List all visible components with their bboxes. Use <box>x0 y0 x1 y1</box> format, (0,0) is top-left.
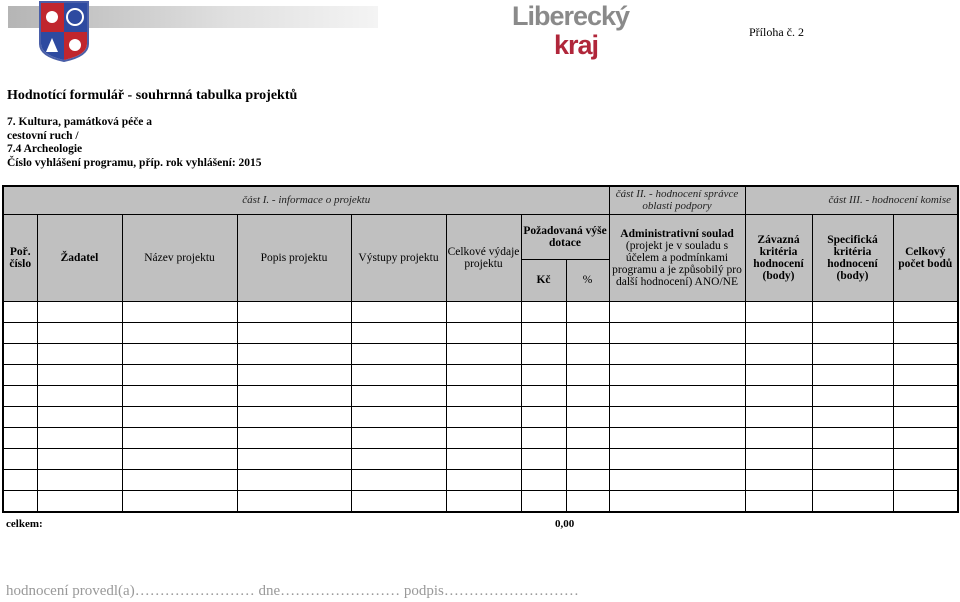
col-zavazna: Závazná kritéria hodnocení (body) <box>745 214 812 301</box>
table-cell[interactable] <box>37 469 122 490</box>
table-cell[interactable] <box>521 448 566 469</box>
table-cell[interactable] <box>609 406 745 427</box>
table-cell[interactable] <box>37 385 122 406</box>
admin-desc: (projekt je v souladu s účelem a podmínkami programu a je způsobilý pro další hodnocení) ANO/NE <box>612 239 742 288</box>
info-line: Číslo vyhlášení programu, příp. rok vyhlášení: 2015 <box>7 156 262 169</box>
table-cell[interactable] <box>893 301 958 322</box>
table-cell[interactable] <box>745 448 812 469</box>
table-cell[interactable] <box>446 427 521 448</box>
table-cell[interactable] <box>446 385 521 406</box>
table-cell[interactable] <box>609 301 745 322</box>
table-row <box>3 469 958 490</box>
table-cell[interactable] <box>446 343 521 364</box>
table-cell[interactable] <box>37 364 122 385</box>
signature-line: hodnocení provedl(a)…………………… dne…………………… podpis……………………… <box>6 583 579 599</box>
table-cell[interactable] <box>812 406 893 427</box>
col-zadatel: Žadatel <box>37 214 122 301</box>
table-row <box>3 490 958 512</box>
table-cell[interactable] <box>446 406 521 427</box>
table-cell[interactable] <box>566 427 609 448</box>
table-cell[interactable] <box>122 343 237 364</box>
col-nazev: Název projektu <box>122 214 237 301</box>
admin-title: Administrativní soulad <box>620 227 734 240</box>
table-cell[interactable] <box>521 322 566 343</box>
table-cell[interactable] <box>893 364 958 385</box>
program-info <box>7 116 262 170</box>
table-cell[interactable] <box>745 343 812 364</box>
table-cell[interactable] <box>609 385 745 406</box>
logo-line2: kraj <box>554 30 599 60</box>
table-cell[interactable] <box>351 448 446 469</box>
section-2-header: část II. - hodnocení správce oblasti podpory <box>609 186 745 214</box>
table-cell[interactable] <box>446 322 521 343</box>
table-cell[interactable] <box>351 490 446 512</box>
table-cell[interactable] <box>237 406 351 427</box>
liberecky-kraj-logo <box>512 1 630 60</box>
table-cell[interactable] <box>122 448 237 469</box>
projects-table <box>2 185 959 513</box>
col-vystupy: Výstupy projektu <box>351 214 446 301</box>
table-cell[interactable] <box>812 343 893 364</box>
col-admin <box>609 214 745 301</box>
table-cell[interactable] <box>566 469 609 490</box>
table-cell[interactable] <box>3 490 37 512</box>
col-por: Poř. číslo <box>3 214 37 301</box>
table-row <box>3 322 958 343</box>
table-cell[interactable] <box>446 469 521 490</box>
logo-line1: Liberecký <box>512 1 630 31</box>
table-cell[interactable] <box>237 301 351 322</box>
table-cell[interactable] <box>521 469 566 490</box>
info-line: 7.4 Archeologie <box>7 143 83 155</box>
table-cell[interactable] <box>122 427 237 448</box>
table-cell[interactable] <box>566 301 609 322</box>
info-line: 7. Kultura, památková péče a <box>7 116 153 128</box>
table-cell[interactable] <box>237 364 351 385</box>
table-row <box>3 364 958 385</box>
table-cell[interactable] <box>812 322 893 343</box>
table-cell[interactable] <box>566 448 609 469</box>
table-cell[interactable] <box>351 364 446 385</box>
col-celkove: Celkové výdaje projektu <box>446 214 521 301</box>
table-cell[interactable] <box>446 490 521 512</box>
table-cell[interactable] <box>521 490 566 512</box>
table-cell[interactable] <box>521 406 566 427</box>
table-row <box>3 406 958 427</box>
table-cell[interactable] <box>893 343 958 364</box>
table-cell[interactable] <box>893 385 958 406</box>
table-cell[interactable] <box>122 364 237 385</box>
table-cell[interactable] <box>745 385 812 406</box>
table-cell[interactable] <box>812 469 893 490</box>
table-cell[interactable] <box>37 448 122 469</box>
table-cell[interactable] <box>237 427 351 448</box>
table-cell[interactable] <box>122 406 237 427</box>
table-cell[interactable] <box>37 427 122 448</box>
table-cell[interactable] <box>745 427 812 448</box>
table-cell[interactable] <box>122 490 237 512</box>
table-cell[interactable] <box>812 385 893 406</box>
table-cell[interactable] <box>237 322 351 343</box>
section-3-header: část III. - hodnocení komise <box>745 186 958 214</box>
table-cell[interactable] <box>521 427 566 448</box>
table-cell[interactable] <box>893 322 958 343</box>
table-cell[interactable] <box>351 301 446 322</box>
table-cell[interactable] <box>237 385 351 406</box>
table-cell[interactable] <box>3 301 37 322</box>
info-line: cestovní ruch / <box>7 129 79 142</box>
table-cell[interactable] <box>3 385 37 406</box>
table-cell[interactable] <box>3 322 37 343</box>
table-cell[interactable] <box>3 448 37 469</box>
table-cell[interactable] <box>812 490 893 512</box>
table-cell[interactable] <box>237 490 351 512</box>
table-row <box>3 448 958 469</box>
table-cell[interactable] <box>745 301 812 322</box>
table-cell[interactable] <box>566 385 609 406</box>
table-cell[interactable] <box>122 469 237 490</box>
col-kc: Kč <box>521 259 566 301</box>
table-cell[interactable] <box>446 301 521 322</box>
table-cell[interactable] <box>521 301 566 322</box>
table-cell[interactable] <box>745 322 812 343</box>
table-cell[interactable] <box>3 406 37 427</box>
table-row <box>3 427 958 448</box>
table-cell[interactable] <box>745 406 812 427</box>
table-cell[interactable] <box>446 364 521 385</box>
table-cell[interactable] <box>893 448 958 469</box>
table-cell[interactable] <box>37 406 122 427</box>
table-cell[interactable] <box>37 343 122 364</box>
table-cell[interactable] <box>237 469 351 490</box>
table-cell[interactable] <box>609 364 745 385</box>
table-cell[interactable] <box>521 364 566 385</box>
total-value: 0,00 <box>555 518 575 530</box>
table-row <box>3 385 958 406</box>
table-cell[interactable] <box>609 490 745 512</box>
col-celkovy: Celkový počet bodů <box>893 214 958 301</box>
page-title: Hodnotící formulář - souhrnná tabulka projektů <box>7 88 298 103</box>
table-cell[interactable] <box>566 364 609 385</box>
table-cell[interactable] <box>351 427 446 448</box>
col-pozadovana: Požadovaná výše dotace <box>521 214 609 259</box>
table-cell[interactable] <box>237 448 351 469</box>
table-cell[interactable] <box>812 364 893 385</box>
table-cell[interactable] <box>521 343 566 364</box>
table-cell[interactable] <box>351 469 446 490</box>
table-cell[interactable] <box>566 322 609 343</box>
table-cell[interactable] <box>566 343 609 364</box>
table-cell[interactable] <box>566 406 609 427</box>
table-cell[interactable] <box>745 490 812 512</box>
section-1-header: část I. - informace o projektu <box>3 186 609 214</box>
table-cell[interactable] <box>812 301 893 322</box>
col-specificka: Specifická kritéria hodnocení (body) <box>812 214 893 301</box>
table-cell[interactable] <box>351 406 446 427</box>
table-cell[interactable] <box>609 469 745 490</box>
table-cell[interactable] <box>351 385 446 406</box>
table-cell[interactable] <box>237 343 351 364</box>
table-row <box>3 343 958 364</box>
table-cell[interactable] <box>122 301 237 322</box>
table-cell[interactable] <box>893 469 958 490</box>
col-pct: % <box>566 259 609 301</box>
table-row <box>3 301 958 322</box>
table-cell[interactable] <box>351 343 446 364</box>
attachment-label: Příloha č. 2 <box>749 25 804 39</box>
table-cell[interactable] <box>37 301 122 322</box>
table-cell[interactable] <box>893 427 958 448</box>
table-cell[interactable] <box>521 385 566 406</box>
table-cell[interactable] <box>37 322 122 343</box>
table-cell[interactable] <box>3 364 37 385</box>
table-cell[interactable] <box>609 427 745 448</box>
table-cell[interactable] <box>745 469 812 490</box>
coat-of-arms-icon <box>38 0 90 62</box>
table-cell[interactable] <box>3 427 37 448</box>
total-label: celkem: <box>6 518 43 530</box>
table-cell[interactable] <box>446 448 521 469</box>
table-cell[interactable] <box>122 322 237 343</box>
table-cell[interactable] <box>566 490 609 512</box>
table-cell[interactable] <box>609 322 745 343</box>
col-popis: Popis projektu <box>237 214 351 301</box>
table-cell[interactable] <box>3 343 37 364</box>
table-cell[interactable] <box>812 427 893 448</box>
table-cell[interactable] <box>609 448 745 469</box>
table-cell[interactable] <box>893 406 958 427</box>
table-cell[interactable] <box>812 448 893 469</box>
table-cell[interactable] <box>37 490 122 512</box>
table-cell[interactable] <box>351 322 446 343</box>
table-cell[interactable] <box>609 343 745 364</box>
table-cell[interactable] <box>3 469 37 490</box>
table-cell[interactable] <box>893 490 958 512</box>
table-cell[interactable] <box>122 385 237 406</box>
table-cell[interactable] <box>745 364 812 385</box>
